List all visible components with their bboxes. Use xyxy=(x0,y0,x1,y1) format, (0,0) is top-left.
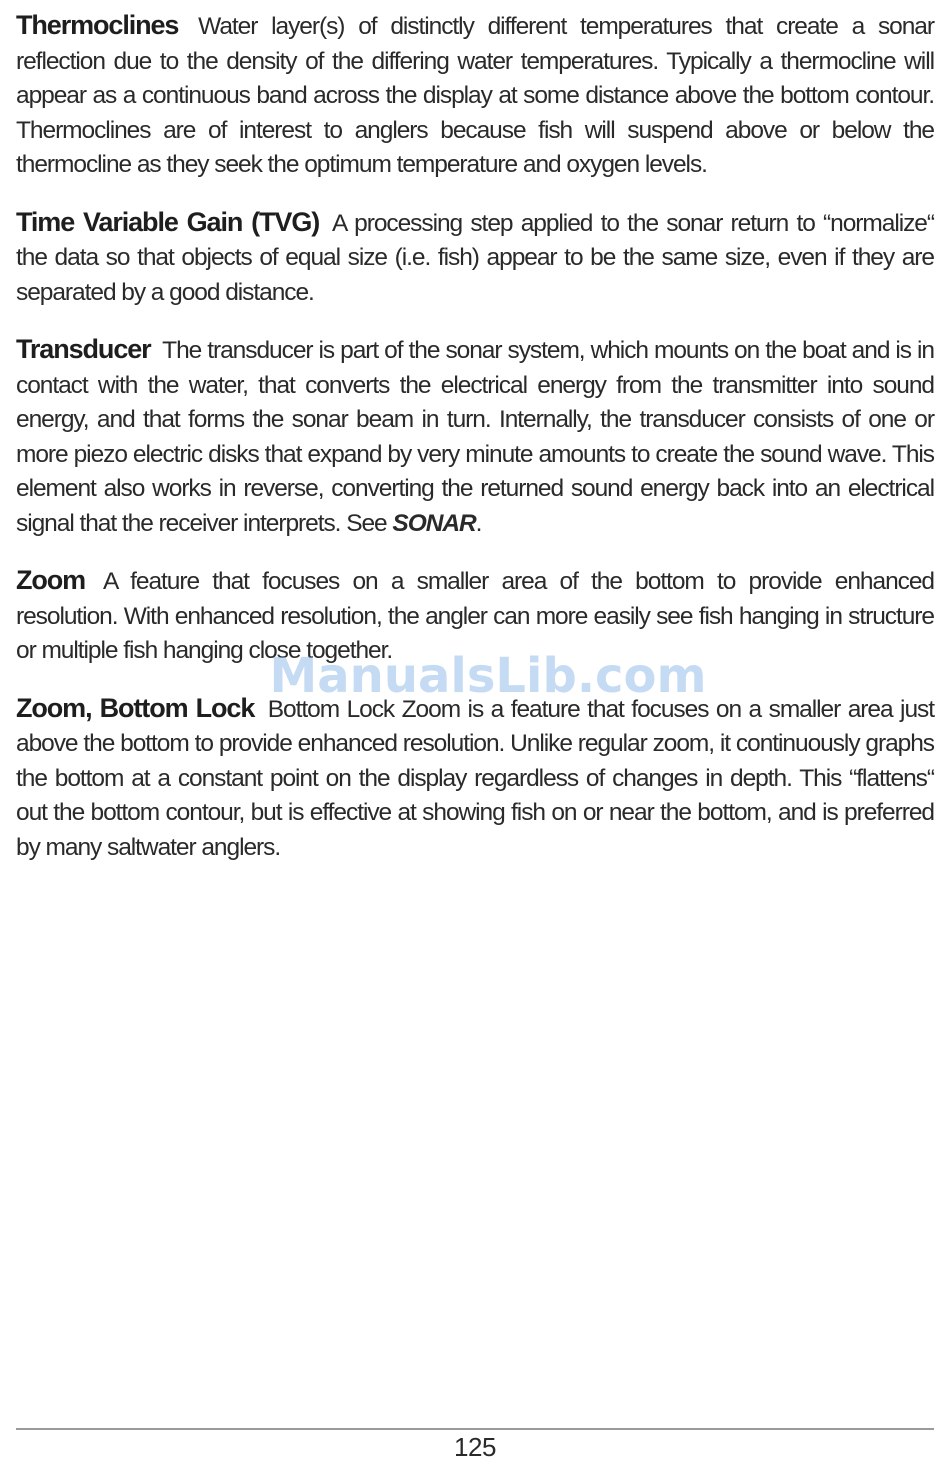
glossary-entry-thermoclines xyxy=(16,8,934,183)
glossary-term: Transducer xyxy=(16,334,151,364)
glossary-definition: A feature that focuses on a smaller area of the bottom to provide enhanced resolution. With enhanced resolution, the angler can more easily see fish hanging in structure or multiple fish hanging close together. xyxy=(16,568,935,664)
page-number: 125 xyxy=(454,1432,496,1462)
cross-reference: SONAR xyxy=(392,509,476,537)
glossary-term: Thermoclines xyxy=(16,10,179,40)
watermark: ManualsLib.com xyxy=(269,648,707,704)
glossary-definition: Bottom Lock Zoom is a feature that focuses on a smaller area just above the bottom to provide enhanced resolution. Unlike regular zoom, it continuously graphs the bottom at a constant point on the display regardless of changes in depth. This “flattens“ out the bottom contour, but is effective at showing fish on or near the bottom, and is preferred by many saltwater anglers. xyxy=(16,695,934,861)
glossary-term: Zoom, Bottom Lock xyxy=(16,692,255,723)
glossary-definition: The transducer is part of the sonar system, which mounts on the boat and is in contact with the water, that converts the electrical energy from the transmitter into sound energy, and that forms the sonar beam in turn. Internally, the transducer consists of one or more piezo electric disks that expand by very minute amounts to create the sound wave. This element also works in reverse, converting the returned sound energy back into an electrical signal that the receiver interprets. See xyxy=(16,337,934,537)
footer-divider xyxy=(16,1428,934,1430)
glossary-term: Zoom xyxy=(16,565,86,595)
glossary-definition: Water layer(s) of distinctly different temperatures that create a sonar reflection due to the density of the differing water temperatures. Typically a thermocline will appear as a continuous band across the display at some distance above the bottom contour. Thermoclines are of interest to anglers because fish will suspend above or below the thermocline as they seek the optimum temperature and oxygen levels. xyxy=(16,13,934,178)
glossary-entry-transducer xyxy=(16,332,934,541)
sentence-end: . xyxy=(475,509,482,537)
glossary-page xyxy=(16,8,934,887)
glossary-entry-tvg xyxy=(16,205,934,311)
glossary-entry-zoom-bottom-lock xyxy=(16,691,934,866)
glossary-entry-zoom xyxy=(16,563,934,669)
glossary-definition: A processing step applied to the sonar return to “normalize“ the data so that objects of equal size (i.e. fish) appear to be the same size, even if they are separated by a good distance. xyxy=(16,209,934,306)
glossary-term: Time Variable Gain (TVG) xyxy=(16,206,320,237)
